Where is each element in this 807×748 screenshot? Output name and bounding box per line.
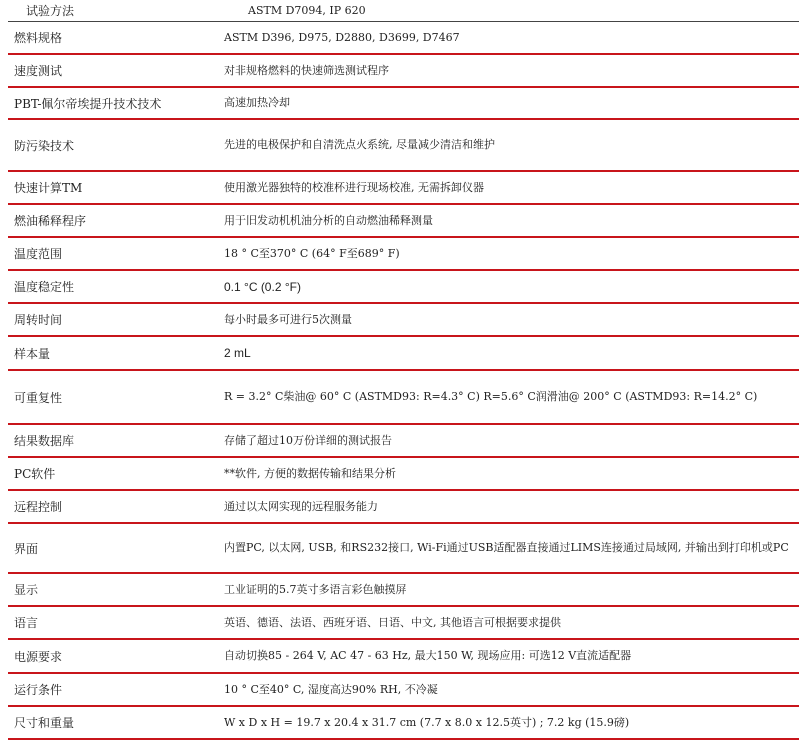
spec-label: 远程控制 (14, 500, 63, 514)
spec-label: 快速计算TM (14, 181, 83, 195)
spec-value: 2 mL (224, 346, 251, 360)
spec-value: R = 3.2° C柴油@ 60° C (ASTMD93: R=4.3° C) R=5.6° C润滑油@ 200° C (ASTMD93: R=14.2° C) (224, 390, 758, 403)
spec-row (8, 55, 799, 88)
spec-label: 运行条件 (14, 683, 63, 697)
spec-row (8, 707, 799, 740)
spec-row (8, 88, 799, 120)
spec-row (8, 0, 799, 22)
spec-table (8, 0, 799, 740)
spec-value: W x D x H = 19.7 x 20.4 x 31.7 cm (7.7 x 8.0 x 12.5英寸) ; 7.2 kg (15.9磅) (224, 715, 630, 729)
spec-value: 高速加热冷却 (224, 96, 290, 109)
spec-label: PBT-佩尔帝埃提升技术技术 (14, 96, 162, 111)
spec-value: 先进的电极保护和自清洗点火系统, 尽量减少清洁和维护 (224, 138, 495, 151)
spec-row (8, 22, 799, 55)
spec-label: 温度稳定性 (14, 280, 75, 294)
spec-value: 0.1 °C (0.2 °F) (224, 279, 301, 294)
spec-row (8, 238, 799, 271)
spec-label: 可重复性 (14, 390, 63, 405)
spec-row (8, 172, 799, 205)
spec-row (8, 524, 799, 574)
spec-value: 英语、德语、法语、西班牙语、日语、中文, 其他语言可根据要求提供 (224, 615, 561, 629)
spec-row (8, 458, 799, 491)
spec-label: 电源要求 (14, 649, 63, 664)
spec-label: PC软件 (14, 467, 56, 481)
spec-label: 防污染技术 (14, 138, 75, 153)
spec-label: 界面 (14, 541, 39, 556)
spec-value: 用于旧发动机机油分析的自动燃油稀释测量 (224, 213, 433, 227)
spec-row (8, 674, 799, 707)
spec-value: 18 ° C至370° C (64° F至689° F) (224, 246, 400, 260)
spec-row (8, 640, 799, 674)
spec-value: 每小时最多可进行5次测量 (224, 312, 352, 326)
spec-label: 样本量 (14, 346, 51, 361)
spec-label: 显示 (14, 583, 39, 597)
spec-label: 周转时间 (14, 313, 63, 327)
spec-row (8, 205, 799, 238)
spec-row (8, 120, 799, 172)
spec-value: 工业证明的5.7英寸多语言彩色触摸屏 (224, 582, 407, 596)
spec-row (8, 304, 799, 337)
spec-label: 试验方法 (26, 4, 75, 18)
spec-label: 温度范围 (14, 247, 63, 261)
spec-value: 存储了超过10万份详细的测试报告 (224, 433, 392, 447)
spec-value: 使用激光器独特的校准杯进行现场校准, 无需拆卸仪器 (224, 180, 484, 194)
spec-row (8, 425, 799, 458)
spec-row (8, 491, 799, 524)
spec-label: 速度测试 (14, 64, 63, 78)
spec-value: ASTM D7094, IP 620 (248, 3, 366, 17)
spec-value: 10 ° C至40° C, 湿度高达90% RH, 不冷凝 (224, 682, 438, 696)
spec-label: 燃油稀释程序 (14, 214, 87, 228)
spec-label: 语言 (14, 616, 39, 630)
spec-row (8, 271, 799, 304)
spec-row (8, 574, 799, 607)
spec-row (8, 337, 799, 371)
spec-value: 通过以太网实现的远程服务能力 (224, 499, 378, 513)
spec-label: 燃料规格 (14, 31, 63, 45)
spec-label: 结果数据库 (14, 434, 75, 448)
spec-value: 对非规格燃料的快速筛选测试程序 (224, 63, 389, 77)
spec-row (8, 607, 799, 640)
spec-label: 尺寸和重量 (14, 716, 75, 730)
spec-row (8, 371, 799, 425)
spec-value: ASTM D396, D975, D2880, D3699, D7467 (224, 30, 460, 44)
spec-value: 自动切换85 - 264 V, AC 47 - 63 Hz, 最大150 W, 现场应用: 可选12 V直流适配器 (224, 649, 632, 662)
spec-value: **软件, 方便的数据传输和结果分析 (224, 466, 396, 480)
spec-value: 内置PC, 以太网, USB, 和RS232接口, Wi-Fi通过USB适配器直接通过LIMS连接通过局域网, 并输出到打印机或PC (224, 541, 789, 554)
